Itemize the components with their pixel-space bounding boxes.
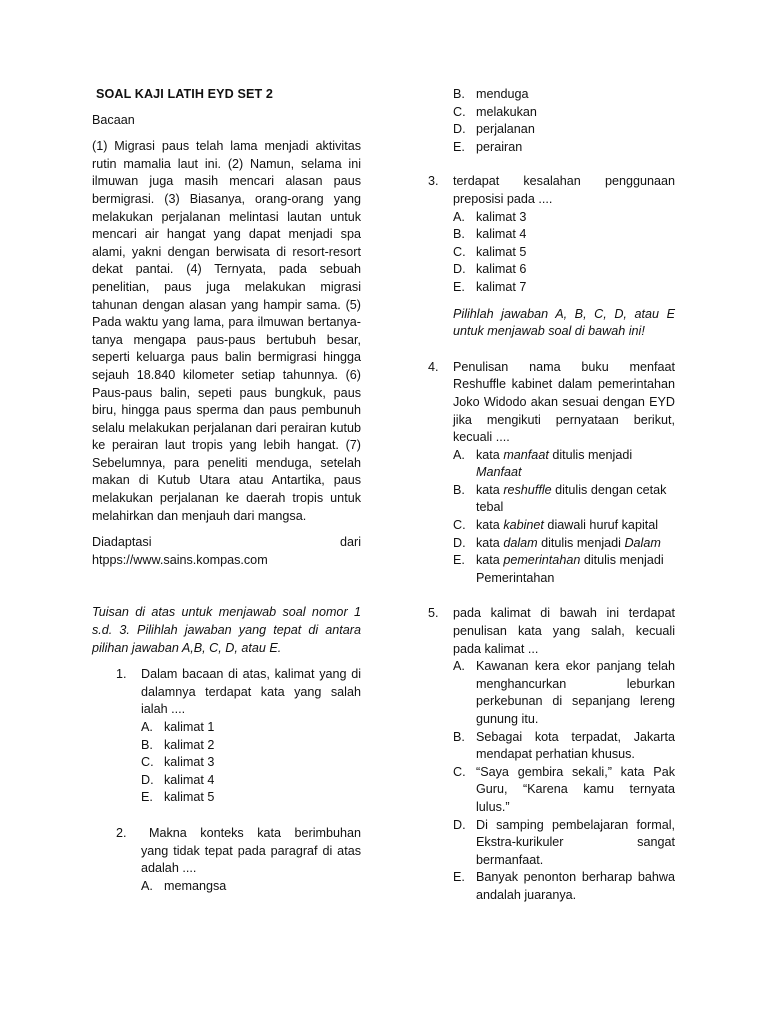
option-text: perairan — [476, 139, 523, 154]
option-text: Banyak penonton berharap bahwa andalah juaranya. — [476, 870, 675, 902]
option-text: kata manfaat ditulis menjadi Manfaat — [476, 447, 633, 480]
option-letter: A. — [453, 659, 465, 674]
option-letter: B. — [453, 729, 465, 744]
question-number: 5. — [428, 606, 439, 621]
option-text: Sebagai kota terpadat, Jakarta mendapat perhatian khusus. — [476, 729, 675, 762]
question-number: 2. — [116, 825, 127, 840]
option-text: “Saya gembira sekali,” kata Pak Guru, “Karena kamu ternyata lulus.” — [476, 764, 675, 814]
option-text: kalimat 3 — [164, 755, 215, 770]
option-text: kalimat 3 — [476, 209, 527, 224]
option-text: Di samping pembelajaran formal, Ekstra-kurikuler sangat bermanfaat. — [476, 817, 675, 867]
option-letter: D. — [453, 535, 466, 550]
option-list — [141, 878, 361, 896]
option-text: kalimat 4 — [164, 772, 215, 787]
option-letter: B. — [141, 737, 153, 752]
question-number: 4. — [428, 359, 439, 374]
option-text: Kawanan kera ekor panjang telah menghancurkan leburkan perkebunan di sepanjang lereng gunung itu. — [476, 659, 675, 726]
option-c[interactable] — [141, 754, 361, 772]
option-c[interactable] — [453, 517, 675, 535]
option-letter: B. — [453, 227, 465, 242]
option-letter: C. — [453, 244, 466, 259]
option-letter: C. — [141, 755, 154, 770]
option-text: kalimat 4 — [476, 227, 527, 242]
option-c[interactable] — [453, 764, 675, 817]
option-text: kalimat 5 — [476, 244, 527, 259]
option-text: kata dalam ditulis menjadi Dalam — [476, 535, 661, 550]
option-letter: D. — [453, 817, 466, 832]
option-c[interactable] — [453, 244, 675, 262]
option-letter: A. — [141, 720, 153, 734]
question-3 — [428, 173, 675, 296]
option-letter: A. — [141, 878, 153, 893]
source-block — [92, 534, 361, 569]
option-a[interactable] — [453, 658, 675, 728]
option-text: melakukan — [476, 104, 537, 119]
option-text: kalimat 1 — [164, 720, 215, 734]
option-list — [141, 719, 361, 807]
question-text-line2: preposisi pada .... — [453, 191, 553, 206]
option-b[interactable] — [453, 729, 675, 764]
option-letter: A. — [453, 209, 465, 224]
option-b[interactable] — [453, 482, 675, 517]
instruction-1: Tuisan di atas untuk menjawab soal nomor 1 s.d. 3. Pilihlah jawaban yang tepat di antara pilihan jawaban A,B, C, D, atau E. — [92, 605, 361, 655]
option-e[interactable] — [141, 789, 361, 807]
option-text: memangsa — [164, 878, 227, 893]
option-letter: C. — [453, 764, 466, 779]
option-letter: D. — [453, 122, 466, 137]
option-text: kalimat 5 — [164, 790, 215, 805]
right-column — [428, 86, 675, 905]
option-list — [453, 658, 675, 904]
question-text: Penulisan nama buku menfaat Reshuffle kabinet dalam pemerintahan Joko Widodo akan sesuai dengan EYD jika mengikuti pernyataan berikut, kecuali .... — [453, 359, 675, 445]
question-text: Dalam bacaan di atas, kalimat yang di dalamnya terdapat kata yang salah ialah .... — [141, 667, 361, 717]
question-2 — [116, 825, 361, 895]
option-c[interactable] — [453, 104, 675, 122]
question-number: 3. — [428, 174, 439, 189]
left-column — [92, 86, 361, 895]
option-text: kalimat 2 — [164, 737, 215, 752]
option-list — [453, 447, 675, 588]
option-letter: E. — [453, 279, 465, 294]
option-letter: E. — [453, 139, 465, 154]
option-letter: A. — [453, 447, 465, 462]
option-e[interactable] — [453, 869, 675, 904]
option-letter: B. — [453, 482, 465, 497]
option-letter: C. — [453, 104, 466, 119]
option-e[interactable] — [453, 139, 675, 157]
question-text-line1: terdapat kesalahan penggunaan — [453, 174, 675, 189]
option-d[interactable] — [453, 535, 675, 553]
option-text: kalimat 7 — [476, 279, 527, 294]
page-title: SOAL KAJI LATIH EYD SET 2 — [96, 87, 273, 101]
question-number: 1. — [116, 667, 127, 682]
instruction-2: Pilihlah jawaban A, B, C, D, atau E untuk menjawab soal di bawah ini! — [453, 306, 675, 339]
option-a[interactable] — [141, 719, 361, 737]
option-b[interactable] — [453, 226, 675, 244]
option-b[interactable] — [453, 86, 675, 104]
option-d[interactable] — [453, 817, 675, 870]
option-a[interactable] — [453, 447, 675, 482]
option-text: kata kabinet diawali huruf kapital — [476, 518, 659, 533]
option-e[interactable] — [453, 552, 675, 587]
option-letter: E. — [453, 553, 465, 568]
option-b[interactable] — [141, 737, 361, 755]
source-word: dari — [340, 535, 361, 550]
option-letter: E. — [141, 790, 153, 805]
source-url: htpps://www.sains.kompas.com — [92, 552, 268, 567]
option-list — [453, 209, 675, 297]
question-text: pada kalimat di bawah ini terdapat penulisan kata yang salah, kecuali pada kalimat ... — [453, 606, 675, 656]
option-letter: E. — [453, 870, 465, 885]
question-1 — [116, 666, 361, 807]
option-text: kata reshuffle ditulis dengan cetak tebal — [476, 482, 667, 515]
option-text: kata pemerintahan ditulis menjadi Pemerintahan — [476, 553, 664, 585]
question-4 — [428, 359, 675, 588]
option-letter: C. — [453, 518, 466, 533]
option-a[interactable] — [141, 878, 361, 896]
option-e[interactable] — [453, 279, 675, 297]
option-letter: B. — [453, 87, 465, 101]
option-a[interactable] — [453, 209, 675, 227]
option-text: kalimat 6 — [476, 262, 527, 277]
passage-text: (1) Migrasi paus telah lama menjadi aktivitas rutin mamalia laut ini. (2) Namun, selama ini ilmuwan juga masih mencari alasan paus bermigrasi. (3) Biasanya, orang-orang yang melakukan perjalanan melintasi lautan untuk mencari air hangat yang dapat menjadi spa alami, yakni dengan berwisata di resort-resort dekat pantai. (4) Ternyata, pada sebuah penelitian, paus juga melakukan migrasi tahunan dengan alasan yang hampir sama. (5) Pada waktu yang lama, para ilmuwan bertanya-tanya mengapa paus-paus bertubuh besar, seperti keluarga paus balin bermigrasi hingga sejauh 18.840 kilometer setiap tahunnya. (6) Paus-paus balin, sepeti paus bungkuk, paus biru, hingga paus sperma dan paus pembunuh selalu melakukan perjalanan dari perairan kutub ke perairan laut tropis yang lebih hangat. (7) Sebelumnya, para peneliti menduga, setelah makan di Kutub Utara atau Antartika, paus melakukan perjalanan ke daerah tropis untuk melahirkan dan menjauh dari mangsa. — [92, 139, 361, 523]
option-letter: D. — [141, 772, 154, 787]
passage-heading: Bacaan — [92, 112, 135, 127]
option-letter: D. — [453, 262, 466, 277]
option-text: menduga — [476, 87, 529, 101]
option-list-continued — [453, 86, 675, 156]
option-d[interactable] — [453, 121, 675, 139]
source-label: Diadaptasi — [92, 535, 152, 550]
option-text: perjalanan — [476, 122, 535, 137]
option-d[interactable] — [453, 261, 675, 279]
question-5 — [428, 605, 675, 904]
option-d[interactable] — [141, 772, 361, 790]
question-text: Makna konteks kata berimbuhan yang tidak tepat pada paragraf di atas adalah .... — [141, 825, 361, 876]
